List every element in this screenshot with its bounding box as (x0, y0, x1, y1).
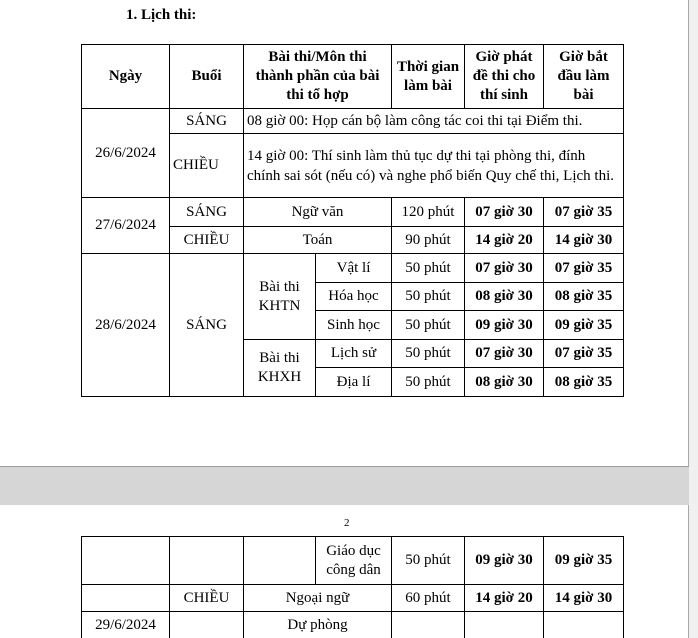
subject-cell: Giáo dục công dân (316, 537, 392, 585)
header-distribution-time: Giờ phát đề thi cho thí sinh (465, 45, 544, 109)
duration-cell: 50 phút (392, 340, 465, 368)
session-cell (170, 612, 244, 638)
exam-schedule-table-continued (81, 536, 624, 638)
subject-cell: Lịch sử (316, 340, 392, 368)
session-cell: SÁNG (170, 254, 244, 397)
subject-cell: Địa lí (316, 368, 392, 397)
subject-cell: Toán (244, 227, 392, 254)
exam-schedule-table (81, 44, 624, 397)
distribution-time-cell: 09 giờ 30 (465, 311, 544, 340)
session-cell: SÁNG (170, 109, 244, 134)
header-start-time: Giờ bắt đầu làm bài (544, 45, 624, 109)
start-time-cell: 08 giờ 35 (544, 283, 624, 311)
start-time-cell: 09 giờ 35 (544, 537, 624, 585)
subject-cell: Dự phòng (244, 612, 392, 638)
subject-cell: Sinh học (316, 311, 392, 340)
section-heading: 1. Lịch thi: (126, 7, 197, 23)
duration-cell (392, 612, 465, 638)
start-time-cell: 07 giờ 35 (544, 198, 624, 227)
combo-group-khxh: Bài thi KHXH (244, 340, 316, 397)
date-cell (82, 585, 170, 612)
start-time-cell: 08 giờ 35 (544, 368, 624, 397)
distribution-time-cell: 07 giờ 30 (465, 254, 544, 283)
table-row (82, 585, 624, 612)
distribution-time-cell: 14 giờ 20 (465, 585, 544, 612)
date-cell (82, 537, 170, 585)
table-row (82, 254, 624, 283)
table-row (82, 109, 624, 134)
distribution-time-cell: 07 giờ 30 (465, 198, 544, 227)
page-separator (0, 466, 698, 506)
combo-group-khtn: Bài thi KHTN (244, 254, 316, 340)
table-row (82, 612, 624, 638)
start-time-cell: 14 giờ 30 (544, 585, 624, 612)
duration-cell: 50 phút (392, 368, 465, 397)
start-time-cell: 14 giờ 30 (544, 227, 624, 254)
start-time-cell: 09 giờ 35 (544, 311, 624, 340)
table-row (82, 198, 624, 227)
distribution-time-cell: 14 giờ 20 (465, 227, 544, 254)
duration-cell: 50 phút (392, 537, 465, 585)
start-time-cell: 07 giờ 35 (544, 254, 624, 283)
header-duration: Thời gian làm bài (392, 45, 465, 109)
note-cell: 08 giờ 00: Họp cán bộ làm công tác coi thi tại Điểm thi. (244, 109, 624, 134)
header-session: Buổi (170, 45, 244, 109)
subject-cell: Ngữ văn (244, 198, 392, 227)
duration-cell: 60 phút (392, 585, 465, 612)
duration-cell: 90 phút (392, 227, 465, 254)
start-time-cell: 07 giờ 35 (544, 340, 624, 368)
session-cell: SÁNG (170, 198, 244, 227)
distribution-time-cell: 08 giờ 30 (465, 283, 544, 311)
viewer-scroll-track[interactable] (689, 0, 698, 638)
session-cell (170, 537, 244, 585)
distribution-time-cell (465, 612, 544, 638)
note-cell: 14 giờ 00: Thí sinh làm thủ tục dự thi tại phòng thi, đính chính sai sót (nếu có) và nghe phổ biến Quy chế thi, Lịch thi. (244, 134, 624, 198)
duration-cell: 50 phút (392, 311, 465, 340)
date-cell: 27/6/2024 (82, 198, 170, 254)
subject-cell: Vật lí (316, 254, 392, 283)
duration-cell: 50 phút (392, 254, 465, 283)
date-cell: 28/6/2024 (82, 254, 170, 397)
page-number: 2 (344, 517, 350, 529)
duration-cell: 120 phút (392, 198, 465, 227)
date-cell: 26/6/2024 (82, 109, 170, 198)
subject-cell: Hóa học (316, 283, 392, 311)
start-time-cell (544, 612, 624, 638)
distribution-time-cell: 08 giờ 30 (465, 368, 544, 397)
header-subject: Bài thi/Môn thi thành phần của bài thi tổ hợp (244, 45, 392, 109)
header-date: Ngày (82, 45, 170, 109)
distribution-time-cell: 07 giờ 30 (465, 340, 544, 368)
session-cell: CHIỀU (170, 585, 244, 612)
distribution-time-cell: 09 giờ 30 (465, 537, 544, 585)
document-page-2 (0, 505, 689, 638)
table-header-row (82, 45, 624, 109)
session-cell: CHIỀU (170, 227, 244, 254)
date-cell: 29/6/2024 (82, 612, 170, 638)
table-row (82, 537, 624, 585)
subject-cell: Ngoại ngữ (244, 585, 392, 612)
session-cell: CHIỀU (170, 134, 244, 198)
duration-cell: 50 phút (392, 283, 465, 311)
combo-group-cell (244, 537, 316, 585)
